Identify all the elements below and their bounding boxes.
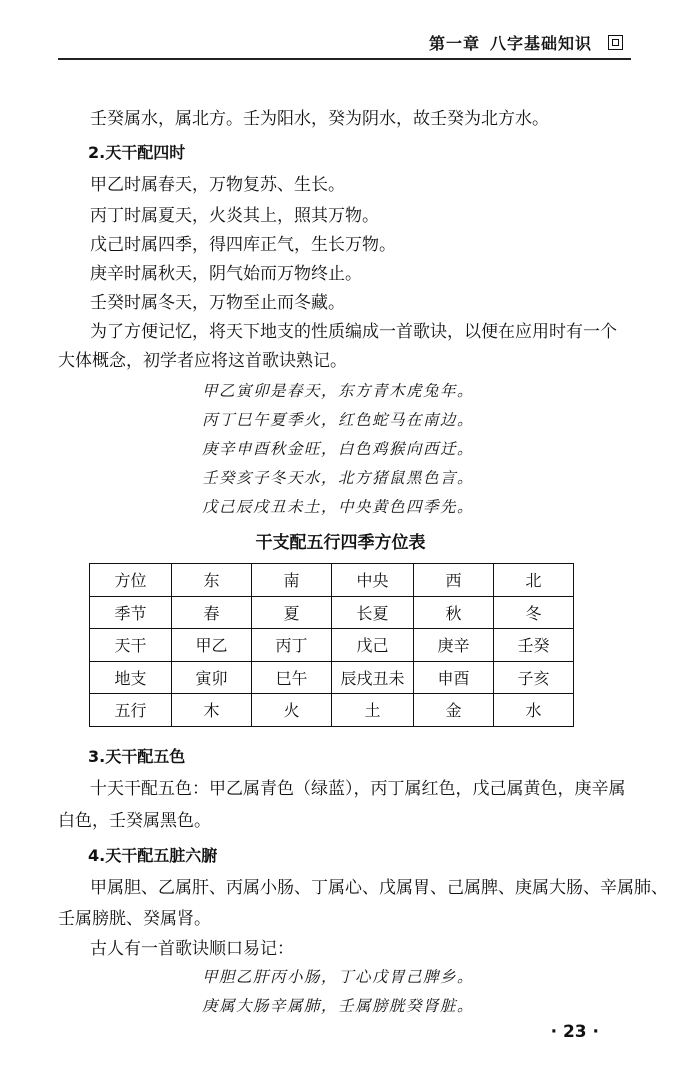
table-cell: 壬癸 xyxy=(494,629,574,662)
table-row xyxy=(90,629,574,662)
table-cell: 东 xyxy=(172,564,252,597)
five-elements-table xyxy=(89,563,574,727)
table-cell: 南 xyxy=(252,564,332,597)
table-cell: 冬 xyxy=(494,596,574,629)
table-cell: 丙丁 xyxy=(252,629,332,662)
table-cell: 木 xyxy=(172,694,252,727)
table-cell: 土 xyxy=(332,694,414,727)
section-heading-4: 4.天干配五脏六腑 xyxy=(88,846,218,865)
section-heading-2: 2.天干配四时 xyxy=(88,143,186,162)
square-ornament-icon xyxy=(608,35,623,50)
section-heading-3: 3.天干配五色 xyxy=(88,747,186,766)
paragraph-line: 甲属胆、乙属肝、丙属小肠、丁属心、戊属胃、己属脾、庚属大肠、辛属肺、 xyxy=(90,878,668,898)
paragraph-line: 古人有一首歌诀顺口易记： xyxy=(90,939,294,959)
running-header xyxy=(429,30,623,54)
table-cell: 子亥 xyxy=(494,661,574,694)
paragraph-line: 壬癸时属冬天，万物至止而冬藏。 xyxy=(90,293,345,313)
page-number: · 23 · xyxy=(550,1022,599,1042)
chapter-label: 第一章 xyxy=(428,33,480,53)
verse-line: 甲胆乙肝丙小肠，丁心戊胃己脾乡。 xyxy=(202,968,475,986)
table-cell: 庚辛 xyxy=(414,629,494,662)
table-row xyxy=(90,564,574,597)
table-cell: 北 xyxy=(494,564,574,597)
table-title: 干支配五行四季方位表 xyxy=(255,533,426,553)
paragraph-line: 大体概念，初学者应将这首歌诀熟记。 xyxy=(58,351,347,371)
table-row xyxy=(90,661,574,694)
verse-line: 壬癸亥子冬天水，北方猪鼠黑色言。 xyxy=(202,469,475,487)
table-cell: 西 xyxy=(414,564,494,597)
verse-line: 庚辛申酉秋金旺，白色鸡猴向西迁。 xyxy=(202,440,475,458)
table-cell: 水 xyxy=(494,694,574,727)
table-cell: 戊己 xyxy=(332,629,414,662)
table-cell: 夏 xyxy=(252,596,332,629)
verse-line: 丙丁巳午夏季火，红色蛇马在南边。 xyxy=(202,411,475,429)
header-rule xyxy=(58,58,631,60)
verse-line: 戊己辰戌丑未土，中央黄色四季先。 xyxy=(202,498,475,516)
table-cell: 五行 xyxy=(90,694,172,727)
paragraph-line: 白色，壬癸属黑色。 xyxy=(58,811,211,831)
table-row xyxy=(90,694,574,727)
table-cell: 季节 xyxy=(90,596,172,629)
paragraph-line: 壬属膀胱、癸属肾。 xyxy=(58,909,211,929)
paragraph-line: 为了方便记忆，将天下地支的性质编成一首歌诀，以便在应用时有一个 xyxy=(90,322,617,342)
paragraph-line: 十天干配五色：甲乙属青色（绿蓝），丙丁属红色，戊己属黄色，庚辛属 xyxy=(90,779,626,799)
table-cell: 火 xyxy=(252,694,332,727)
chapter-title: 八字基础知识 xyxy=(489,33,592,53)
paragraph-line: 甲乙时属春天，万物复苏、生长。 xyxy=(90,175,345,195)
table-cell: 巳午 xyxy=(252,661,332,694)
table-cell: 方位 xyxy=(90,564,172,597)
table-cell: 甲乙 xyxy=(172,629,252,662)
table-cell: 春 xyxy=(172,596,252,629)
paragraph-line: 戊己时属四季，得四库正气，生长万物。 xyxy=(90,235,396,255)
verse-line: 甲乙寅卯是春天，东方青木虎兔年。 xyxy=(202,382,475,400)
table-cell: 天干 xyxy=(90,629,172,662)
table-cell: 秋 xyxy=(414,596,494,629)
paragraph-line: 庚辛时属秋天，阴气始而万物终止。 xyxy=(90,264,362,284)
verse-line: 庚属大肠辛属肺，壬属膀胱癸肾脏。 xyxy=(202,997,475,1015)
table-row xyxy=(90,596,574,629)
table-cell: 长夏 xyxy=(332,596,414,629)
paragraph-line: 丙丁时属夏天，火炎其上，照其万物。 xyxy=(90,206,379,226)
paragraph-line: 壬癸属水，属北方。壬为阳水，癸为阴水，故壬癸为北方水。 xyxy=(90,109,549,129)
table-cell: 中央 xyxy=(332,564,414,597)
table-cell: 辰戌丑未 xyxy=(332,661,414,694)
table-cell: 地支 xyxy=(90,661,172,694)
table-cell: 寅卯 xyxy=(172,661,252,694)
table-cell: 金 xyxy=(414,694,494,727)
table-cell: 申酉 xyxy=(414,661,494,694)
